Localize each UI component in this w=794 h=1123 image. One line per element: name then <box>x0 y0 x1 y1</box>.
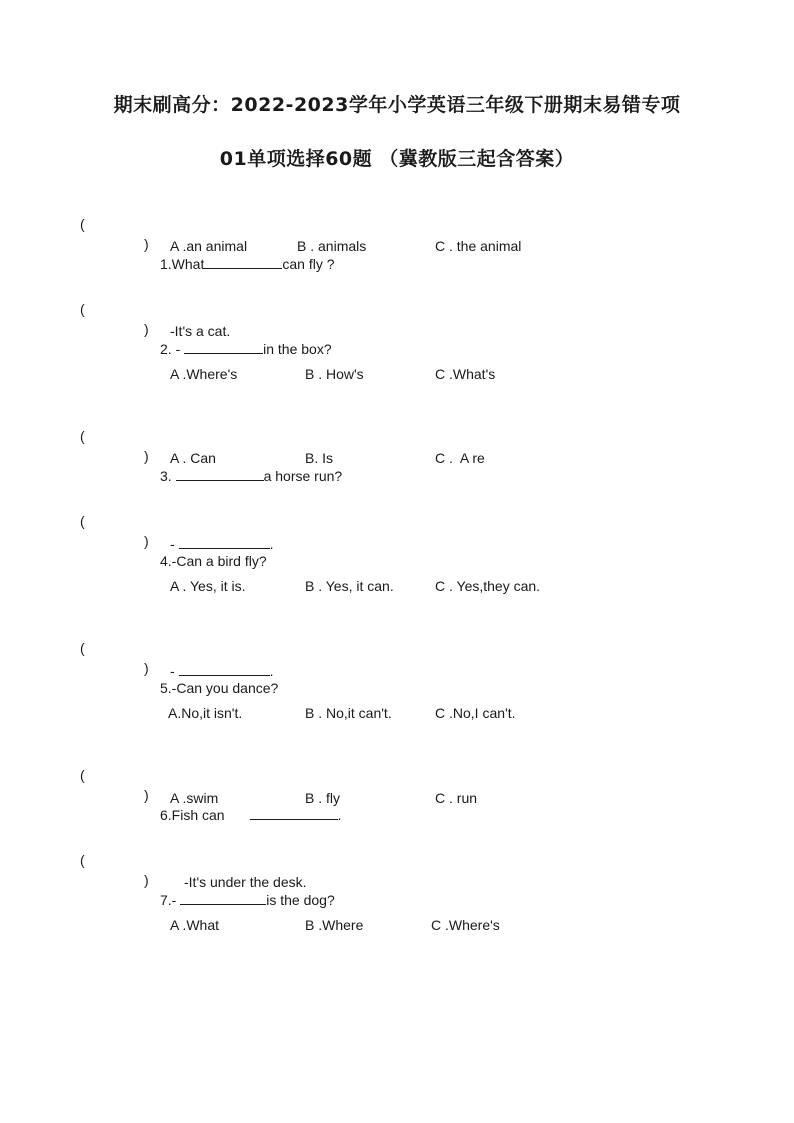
answer-paren-close: ) <box>144 321 149 337</box>
question-5-response <box>170 661 273 681</box>
question-5-text: 5.-Can you dance? <box>160 680 279 696</box>
answer-paren-open: ( <box>80 301 85 317</box>
question-7-option-c: C .Where's <box>431 917 500 933</box>
answer-paren-open: ( <box>80 513 85 529</box>
question-7-text-end: is the dog? <box>266 892 335 908</box>
question-1-blank <box>204 254 282 269</box>
question-6-text-end: . <box>337 807 342 823</box>
answer-paren-close: ) <box>144 533 149 549</box>
question-4-option-b: B . Yes, it can. <box>305 578 394 594</box>
question-2-blank <box>184 339 263 354</box>
answer-paren-open: ( <box>80 428 85 444</box>
question-6-option-a: A .swim <box>170 790 219 806</box>
question-5-option-c: C .No,I can't. <box>435 705 516 721</box>
question-5-blank <box>179 661 270 676</box>
question-6-option-c: C . run <box>435 790 478 806</box>
question-1-option-a: A .an animal <box>170 238 248 254</box>
question-4-response-dash: - <box>170 536 179 552</box>
question-4-blank <box>179 534 270 549</box>
answer-paren-open: ( <box>80 852 85 868</box>
question-3-text: 3. <box>160 468 176 484</box>
question-6-text: 6.Fish can <box>160 807 225 823</box>
answer-paren-close: ) <box>144 872 149 888</box>
question-2-option-c: C .What's <box>435 366 496 382</box>
question-6-option-b: B . fly <box>305 790 341 806</box>
question-1-option-b: B . animals <box>297 238 367 254</box>
answer-paren-open: ( <box>80 767 85 783</box>
question-4-response <box>170 534 273 554</box>
question-3-text-end: a horse run? <box>263 468 343 484</box>
page-title-line-1: 期末刷高分：2022-2023学年小学英语三年级下册期末易错专项 <box>113 94 681 116</box>
question-2-response: -It's a cat. <box>170 323 231 339</box>
answer-paren-close: ) <box>144 448 149 464</box>
question-4 <box>0 491 267 569</box>
question-2-option-a: A .Where's <box>170 366 238 382</box>
answer-paren-open: ( <box>80 216 85 232</box>
question-7-option-b: B .Where <box>305 917 364 933</box>
question-5-response-dash: - <box>170 663 179 679</box>
question-7-response: -It's under the desk. <box>184 874 307 890</box>
answer-paren-close: ) <box>144 787 149 803</box>
question-7-text: 7.- <box>160 892 181 908</box>
question-1-text: 1.What <box>160 256 205 272</box>
question-2-text-end: in the box? <box>263 341 332 357</box>
question-3-option-a: A . Can <box>170 450 216 466</box>
page-title-line-2: 01单项选择60题 （冀教版三起含答案） <box>219 148 575 170</box>
question-3-blank <box>176 466 264 481</box>
question-1-option-c: C . the animal <box>435 238 522 254</box>
question-4-text: 4.-Can a bird fly? <box>160 553 267 569</box>
question-4-response-end: . <box>269 536 274 552</box>
question-1-text-end: can fly ? <box>282 256 335 272</box>
answer-paren-close: ) <box>144 236 149 252</box>
question-7-blank <box>180 890 266 905</box>
question-5-response-end: . <box>269 663 274 679</box>
question-2-text: 2. - <box>160 341 185 357</box>
question-7-option-a: A .What <box>170 917 220 933</box>
question-5-option-b: B . No,it can't. <box>305 705 392 721</box>
question-5 <box>0 618 279 696</box>
question-5-option-a: A.No,it isn't. <box>168 705 243 721</box>
question-3-option-c: C . A re <box>435 450 485 466</box>
question-4-option-c: C . Yes,they can. <box>435 578 541 594</box>
answer-paren-open: ( <box>80 640 85 656</box>
question-3-option-b: B. Is <box>305 450 334 466</box>
answer-paren-close: ) <box>144 660 149 676</box>
question-4-option-a: A . Yes, it is. <box>170 578 246 594</box>
question-2-option-b: B . How's <box>305 366 364 382</box>
